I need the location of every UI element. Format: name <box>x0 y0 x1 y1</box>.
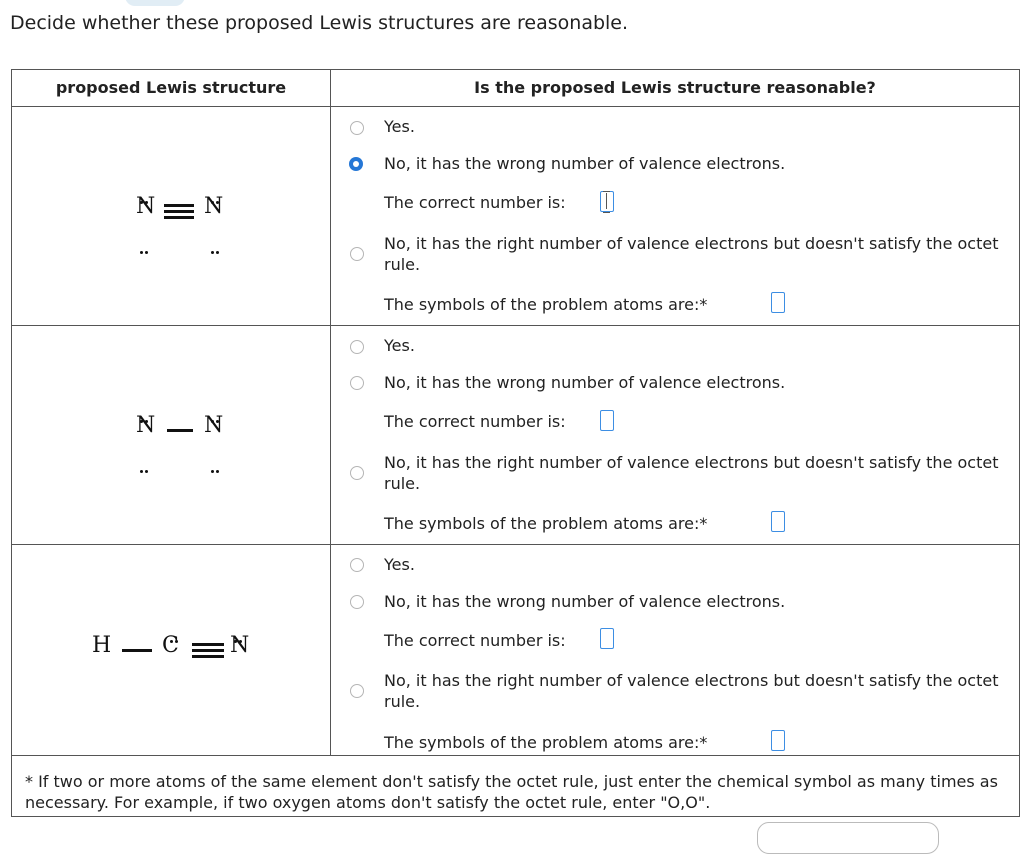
column-header-reasonable: Is the proposed Lewis structure reasonable? <box>474 78 876 97</box>
option-octet-2: No, it has the right number of valence electrons but doesn't satisfy the octet rule. <box>384 453 999 493</box>
lone-pair-dots <box>140 185 150 188</box>
bond-line <box>192 643 224 646</box>
top-tab-decoration <box>125 0 185 6</box>
lone-pair-dots <box>140 454 150 457</box>
octet-rule-footnote: * If two or more atoms of the same element don't satisfy the octet rule, just enter the chemical symbol as many times as necessary. For example, if two oxygen atoms don't satisfy the octet rule, enter "O,O". <box>25 772 998 812</box>
option-octet-3: No, it has the right number of valence electrons but doesn't satisfy the octet rule. <box>384 671 999 711</box>
lone-pair-dots <box>140 235 150 238</box>
lewis-structure-2 <box>122 397 222 477</box>
header-divider <box>12 106 1019 107</box>
atom-n-right: N <box>204 194 224 219</box>
footer-divider <box>12 755 1019 756</box>
atom-c: C <box>162 633 179 658</box>
input-problem-atoms-3[interactable] <box>771 730 785 751</box>
radio-octet-3[interactable] <box>350 684 364 698</box>
question-prompt: Decide whether these proposed Lewis structures are reasonable. <box>10 12 629 34</box>
input-correct-number-1[interactable] <box>600 191 614 212</box>
radio-wrong-valence-2[interactable] <box>350 376 364 390</box>
radio-wrong-valence-3[interactable] <box>350 595 364 609</box>
label-problem-atoms-2: The symbols of the problem atoms are:* <box>384 514 708 533</box>
atom-h: H <box>92 633 112 658</box>
bond-line <box>164 216 194 219</box>
option-octet-1: No, it has the right number of valence electrons but doesn't satisfy the octet rule. <box>384 234 999 274</box>
bond-line <box>164 210 194 213</box>
lewis-structure-3 <box>92 615 262 685</box>
input-correct-number-3[interactable] <box>600 628 614 649</box>
input-correct-number-2[interactable] <box>600 410 614 431</box>
lone-pair-dots <box>211 185 221 188</box>
lewis-structure-table <box>11 69 1020 817</box>
label-problem-atoms-3: The symbols of the problem atoms are:* <box>384 733 708 752</box>
lone-pair-dots <box>211 454 221 457</box>
option-wrong-valence-1: No, it has the wrong number of valence electrons. <box>384 154 786 173</box>
label-problem-atoms-1: The symbols of the problem atoms are:* <box>384 295 708 314</box>
option-wrong-valence-3: No, it has the wrong number of valence electrons. <box>384 592 786 611</box>
atom-n: N <box>230 633 250 658</box>
bond-line <box>164 204 194 207</box>
atom-n-right: N <box>204 413 224 438</box>
option-yes-1: Yes. <box>384 117 415 136</box>
radio-octet-2[interactable] <box>350 466 364 480</box>
input-problem-atoms-2[interactable] <box>771 511 785 532</box>
row-divider <box>12 325 1019 326</box>
bottom-button-edge[interactable] <box>757 822 939 854</box>
label-correct-number-1: The correct number is: <box>384 193 566 212</box>
lewis-structure-1 <box>122 178 222 258</box>
lone-pair-dots <box>170 624 180 627</box>
lone-pair-dots <box>234 624 244 627</box>
lone-pair-dots <box>140 404 150 407</box>
bond-line <box>167 429 193 432</box>
input-problem-atoms-1[interactable] <box>771 292 785 313</box>
bond-line <box>192 655 224 658</box>
label-correct-number-2: The correct number is: <box>384 412 566 431</box>
label-correct-number-3: The correct number is: <box>384 631 566 650</box>
lone-pair-dots <box>211 235 221 238</box>
column-header-structure: proposed Lewis structure <box>55 78 287 97</box>
radio-octet-1[interactable] <box>350 247 364 261</box>
option-yes-2: Yes. <box>384 336 415 355</box>
option-wrong-valence-2: No, it has the wrong number of valence electrons. <box>384 373 786 392</box>
atom-n-left: N <box>136 194 156 219</box>
column-divider <box>330 70 331 756</box>
radio-yes-3[interactable] <box>350 558 364 572</box>
radio-wrong-valence-1[interactable] <box>349 157 363 171</box>
bond-line <box>122 649 152 652</box>
lone-pair-dots <box>211 404 221 407</box>
option-yes-3: Yes. <box>384 555 415 574</box>
row-divider <box>12 544 1019 545</box>
atom-n-left: N <box>136 413 156 438</box>
bond-line <box>192 649 224 652</box>
radio-yes-2[interactable] <box>350 340 364 354</box>
radio-yes-1[interactable] <box>350 121 364 135</box>
